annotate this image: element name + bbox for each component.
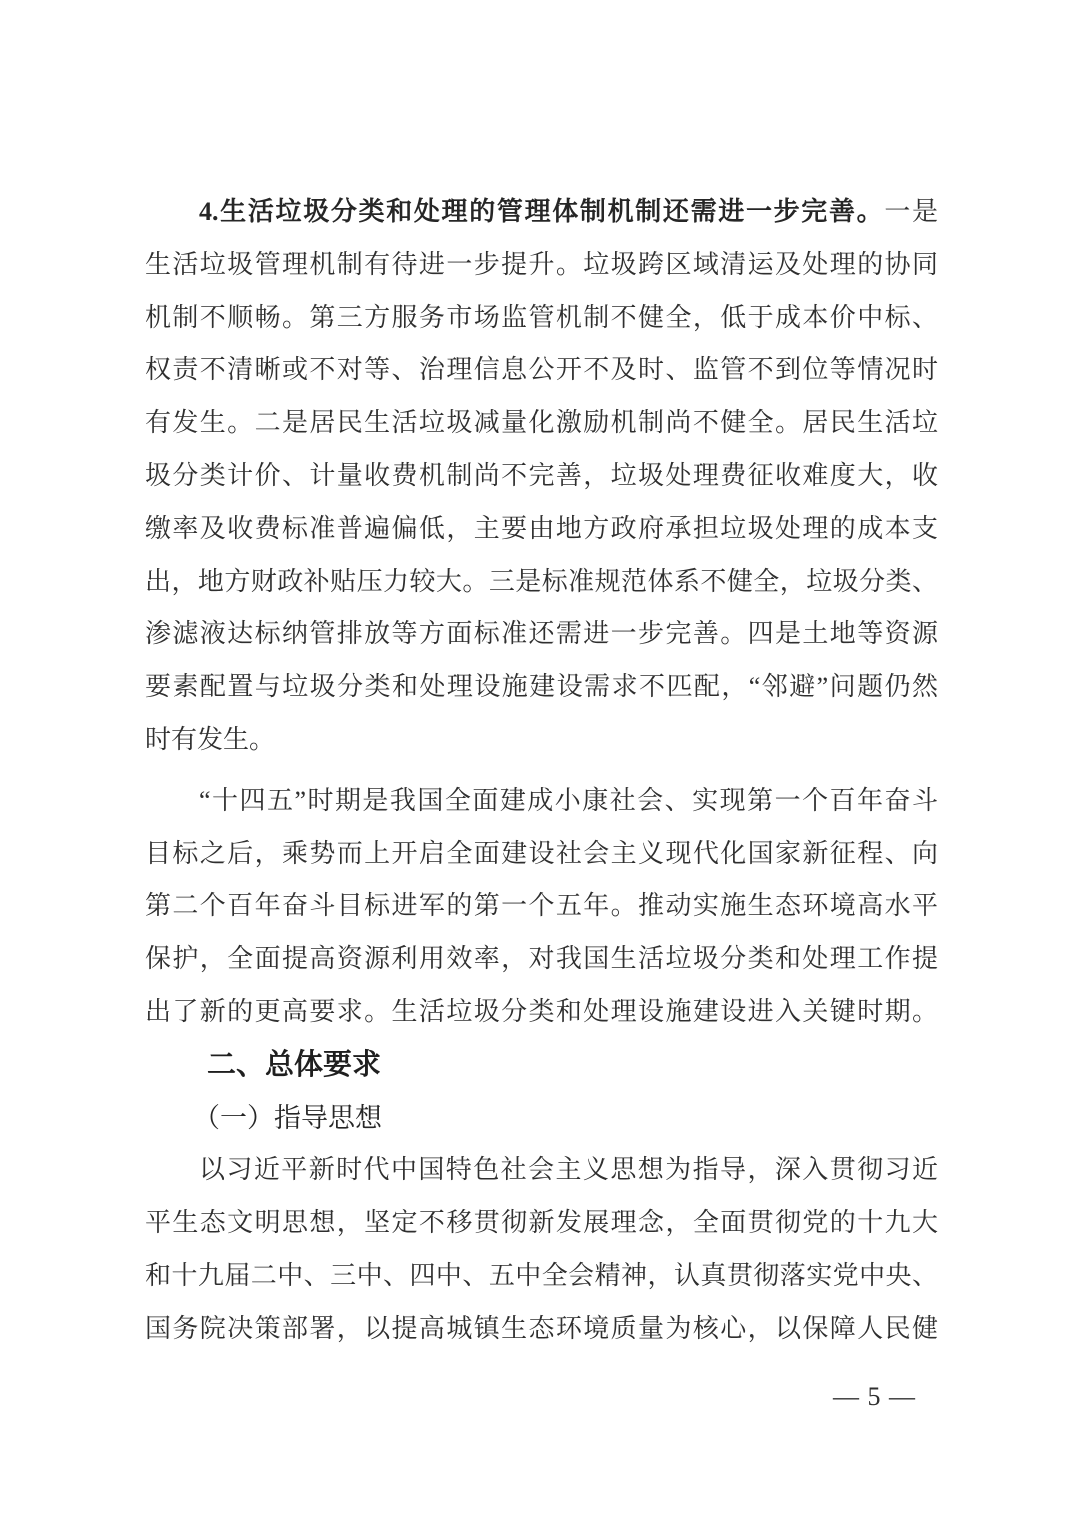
bold-lead-sentence: 4.生活垃圾分类和处理的管理体制机制还需进一步完善。	[199, 197, 885, 226]
text-line: 目标之后，乘势而上开启全面建设社会主义现代化国家新征程、向	[145, 838, 938, 868]
document-body	[145, 186, 938, 1356]
paragraph-3	[145, 1144, 938, 1355]
text-line: 时有发生。	[145, 724, 276, 754]
text-line: 以习近平新时代中国特色社会主义思想为指导，深入贯彻习近	[199, 1155, 938, 1185]
paragraph-1	[145, 186, 938, 767]
text-line: “十四五”时期是我国全面建成小康社会、实现第一个百年奋斗	[199, 785, 938, 815]
page-number: — 5 —	[833, 1382, 916, 1411]
text-line: 机制不顺畅。第三方服务市场监管机制不健全，低于成本价中标、	[145, 302, 938, 332]
text-line: 缴率及收费标准普遍偏低，主要由地方政府承担垃圾处理的成本支	[145, 513, 938, 543]
lead-tail-text: 一是	[884, 197, 938, 226]
text-line: 第二个百年奋斗目标进军的第一个五年。推动实施生态环境高水平	[145, 891, 938, 921]
text-line: 要素配置与垃圾分类和处理设施建设需求不匹配，“邻避”问题仍然	[145, 672, 938, 702]
text-line: 平生态文明思想，坚定不移贯彻新发展理念，全面贯彻党的十九大	[145, 1208, 938, 1238]
text-line: 有发生。二是居民生活垃圾减量化激励机制尚不健全。居民生活垃	[145, 408, 938, 438]
text-line: 保护，全面提高资源利用效率，对我国生活垃圾分类和处理工作提	[145, 944, 938, 974]
sub-heading: （一）指导思想	[193, 1102, 382, 1133]
text-line: 生活垃圾管理机制有待进一步提升。垃圾跨区域清运及处理的协同	[145, 249, 938, 279]
section-heading: 二、总体要求	[207, 1048, 382, 1081]
paragraph-2	[145, 775, 938, 1039]
text-line: 权责不清晰或不对等、治理信息公开不及时、监管不到位等情况时	[145, 355, 938, 385]
text-line: 国务院决策部署，以提高城镇生态环境质量为核心，以保障人民健	[145, 1313, 938, 1343]
text-line: 出，地方财政补贴压力较大。三是标准规范体系不健全，垃圾分类、	[145, 566, 938, 596]
text-line: 圾分类计价、计量收费机制尚不完善，垃圾处理费征收难度大，收	[145, 460, 938, 490]
text-line: 出了新的更高要求。生活垃圾分类和处理设施建设进入关键时期。	[145, 996, 938, 1026]
text-line: 渗滤液达标纳管排放等方面标准还需进一步完善。四是土地等资源	[145, 619, 938, 649]
text-line: 和十九届二中、三中、四中、五中全会精神，认真贯彻落实党中央、	[145, 1260, 938, 1290]
text-line	[145, 186, 938, 239]
